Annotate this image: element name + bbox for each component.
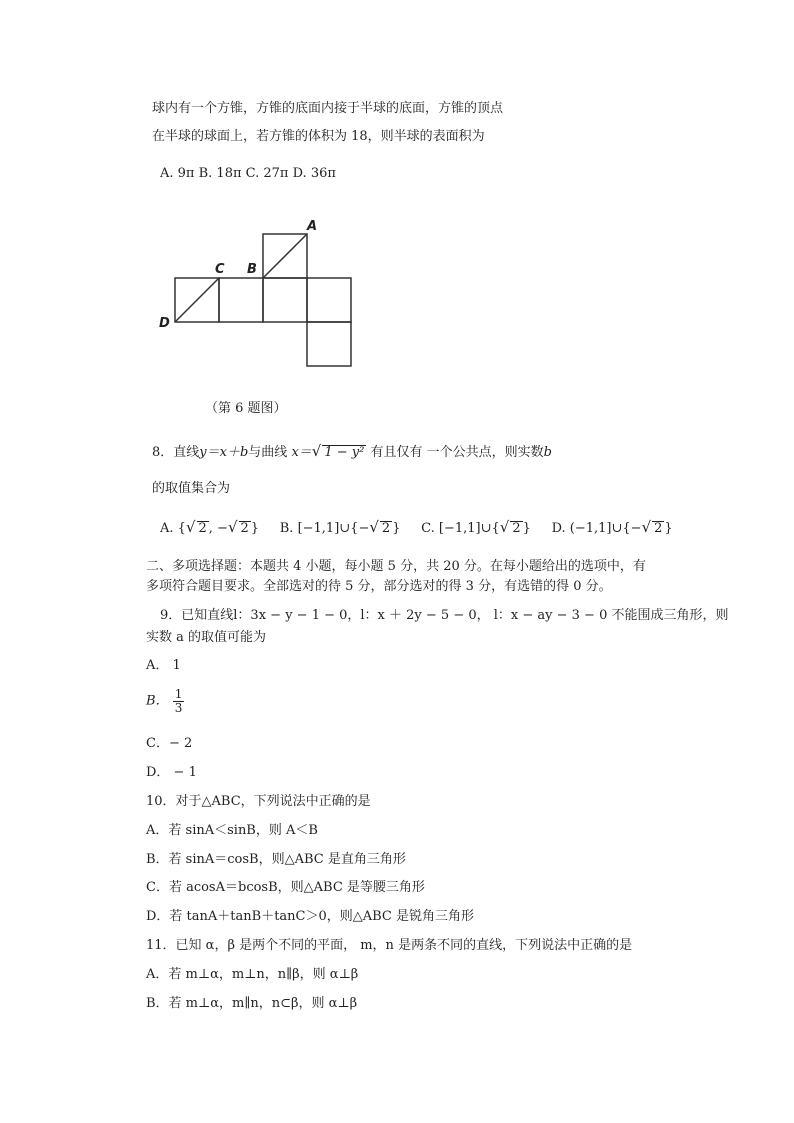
net-square-3 [263,278,307,322]
label-C: C [215,262,225,277]
q11-option-a: A．若 m⊥α，m⊥n，n∥β，则 α⊥β [146,967,359,982]
q9-option-b-fraction: $\frac{1}{3}$ [174,687,183,715]
q8-stem-line2: 的取值集合为 [152,481,231,496]
figure-caption: （第 6 题图） [205,401,287,416]
q10-option-a: A．若 sinA＜sinB，则 A＜B [146,823,318,838]
label-B: B [247,262,257,277]
q8-options [160,519,673,537]
q8-option-a: A. {√ 2 , −√ 2 } [160,518,260,536]
label-A: A [307,219,318,234]
q7-options: A. 9π B. 18π C. 27π D. 36π [160,166,336,181]
q11-option-b: B．若 m⊥α，m∥n，n⊂β，则 α⊥β [146,996,358,1011]
q8-option-b: B. [−1,1]∪{−√ 2 } [279,518,401,536]
q7-stem-line2: 在半球的球面上，若方锥的体积为 18，则半球的表面积为 [152,129,485,144]
net-square-2 [219,278,263,322]
q11-stem: 11．已知 α，β 是两个不同的平面， m，n 是两条不同的直线，下列说法中正确的是 [146,938,633,953]
q8-curve-lhs: x＝ [291,445,312,460]
section2-line2: 多项符合题目要求。全部选对的待 5 分，部分选对的得 3 分，有选错的得 0 分。 [146,579,612,594]
q8-var-b: b [543,445,552,460]
q9-option-b: B． $\frac{1}{3}$ [146,687,183,715]
q10-option-b: B．若 sinA＝cosB，则△ABC 是直角三角形 [146,852,406,867]
q10-option-c: C．若 acosA＝bcosB，则△ABC 是等腰三角形 [146,880,425,895]
q9-option-c: C．− 2 [146,736,193,751]
radical-sign: √ [311,442,322,460]
q9-option-d: D． − 1 [146,765,197,780]
q10-stem: 10．对于△ABC，下列说法中正确的是 [146,794,371,809]
q8-option-c: C. [−1,1]∪{√ 2 } [421,518,531,536]
net-square-4 [307,278,351,322]
q7-stem-line1: 球内有一个方锥，方锥的底面内接于半球的底面，方锥的顶点 [152,101,504,116]
q8-prefix: 8．直线 [152,445,200,460]
q10-option-d: D．若 tanA＋tanB＋tanC＞0，则△ABC 是锐角三角形 [146,909,475,924]
q8-stem-line1 [152,443,552,461]
q9-stem-line2: 实数 a 的取值可能为 [146,630,267,645]
q8-line-equation: y＝x＋b [199,445,249,460]
q8-mid: 与曲线 [248,445,288,460]
cube-net-figure [150,215,370,375]
q8-suffix: 有且仅有 一个公共点，则实数 [370,445,544,460]
q9-option-a: A． 1 [146,658,181,673]
q8-curve-radicand: 1 − y² [324,445,365,460]
section2-line1: 二、多项选择题：本题共 4 小题，每小题 5 分，共 20 分。在每小题给出的选项中，有 [146,559,646,574]
segment-CD [175,278,219,322]
q9-stem-line1: 9．已知直线l：3x − y − 1 − 0，l：x ＋ 2y − 5 − 0， l：x − ay − 3 − 0 不能围成三角形，则 [160,608,729,623]
segment-AB [263,234,307,278]
label-D: D [159,316,170,331]
q8-option-d: D. (−1,1]∪{−√ 2 } [551,518,673,536]
net-square-bottom [307,322,351,366]
